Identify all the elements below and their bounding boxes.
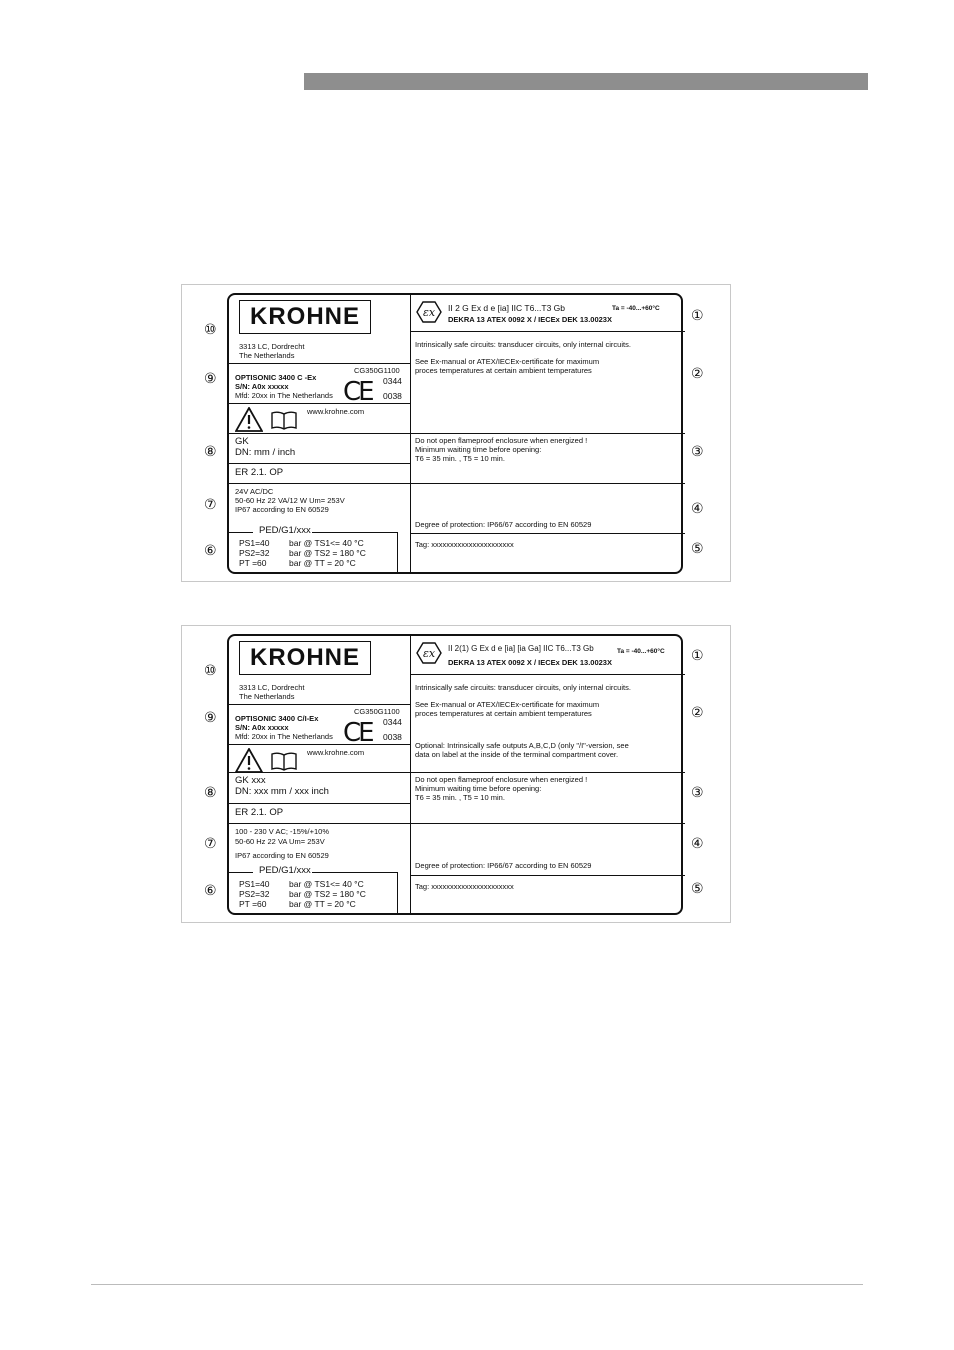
callout-9: ⑨ <box>204 371 217 387</box>
callout-6: ⑥ <box>204 883 217 899</box>
ps2: PS2=32 <box>239 548 270 558</box>
degree-of-protection: Degree of protection: IP66/67 according to EN 60529 <box>415 520 592 529</box>
dn-field: DN: xxx mm / xxx inch <box>235 786 329 797</box>
see-ex-line-1: See Ex-manual or ATEX/IECEx-certificate for maximum <box>415 357 600 366</box>
manual-book-icon <box>271 751 297 771</box>
callout-2: ② <box>691 366 704 382</box>
callout-5: ⑤ <box>691 881 704 897</box>
ps1: PS1=40 <box>239 879 270 889</box>
svg-text:εx: εx <box>422 647 436 660</box>
power-line-2: 50-60 Hz 22 VA/12 W Um= 253V <box>235 496 345 505</box>
callout-5: ⑤ <box>691 541 704 557</box>
ex-hexagon-icon <box>416 301 442 323</box>
intrinsic-safety-text: Intrinsically safe circuits: transducer circuits, only internal circuits. <box>415 683 631 692</box>
callout-4: ④ <box>691 836 704 852</box>
ce-number-2: 0038 <box>383 391 402 401</box>
serial-number: S/N: A0x xxxxx <box>235 382 289 391</box>
ambient-temperature: Ta = -40...+60°C <box>617 648 665 655</box>
degree-of-protection: Degree of protection: IP66/67 according to EN 60529 <box>415 861 592 870</box>
nameplate-figure-2 <box>181 625 731 923</box>
do-not-open-line-2: Minimum waiting time before opening: <box>415 445 542 454</box>
do-not-open-line-2: Minimum waiting time before opening: <box>415 784 542 793</box>
see-ex-line-2: proces temperatures at certain ambient temperatures <box>415 366 592 375</box>
do-not-open-line-3: T6 = 35 min. , T5 = 10 min. <box>415 454 505 463</box>
intrinsic-safety-text: Intrinsically safe circuits: transducer circuits, only internal circuits. <box>415 340 631 349</box>
dekra-certificate: DEKRA 13 ATEX 0092 X / IECEx DEK 13.0023X <box>448 315 612 324</box>
power-line-3: IP67 according to EN 60529 <box>235 851 329 860</box>
nameplate-figure-1 <box>181 284 731 582</box>
bar-ts1: bar @ TS1<= 40 °C <box>289 538 364 548</box>
gk-field: GK xxx <box>235 775 266 786</box>
cg-number: CG350G1100 <box>354 366 400 375</box>
ex-marking: II 2(1) G Ex d e [ia] [ia Ga] IIC T6...T3 Gb <box>448 644 594 653</box>
header-bar <box>304 73 868 90</box>
dn-field: DN: mm / inch <box>235 447 296 458</box>
krohne-logo: KROHNE <box>239 641 371 675</box>
optional-line-1: Optional: Intrinsically safe outputs A,B,C,D (only "/I"-version, see <box>415 741 629 750</box>
power-line-1: 100 - 230 V AC; -15%/+10% <box>235 827 330 836</box>
callout-4: ④ <box>691 501 704 517</box>
cg-number: CG350G1100 <box>354 707 400 716</box>
pt: PT =60 <box>239 558 267 568</box>
power-line-2: 50-60 Hz 22 VA Um= 253V <box>235 837 325 846</box>
ps2: PS2=32 <box>239 889 270 899</box>
see-ex-line-1: See Ex-manual or ATEX/IECEx-certificate for maximum <box>415 700 600 709</box>
er-field: ER 2.1. OP <box>235 807 284 818</box>
manufacture-date: Mfd: 20xx in The Netherlands <box>235 391 333 400</box>
website: www.krohne.com <box>307 407 365 416</box>
model-name: OPTISONIC 3400 C/I-Ex <box>235 714 319 723</box>
nameplate-label <box>227 293 683 574</box>
footer-rule <box>91 1284 863 1285</box>
ex-marking: II 2 G Ex d e [ia] IIC T6...T3 Gb <box>448 303 565 313</box>
address-line-1: 3313 LC, Dordrecht <box>239 342 305 351</box>
bar-ts2: bar @ TS2 = 180 °C <box>289 889 366 899</box>
callout-2: ② <box>691 705 704 721</box>
manual-book-icon <box>271 410 297 430</box>
tag-field: Tag: xxxxxxxxxxxxxxxxxxxxxx <box>415 882 514 891</box>
callout-8: ⑧ <box>204 785 217 801</box>
warning-icon <box>235 407 263 432</box>
do-not-open-line-1: Do not open flameproof enclosure when energized ! <box>415 775 588 784</box>
address-line-2: The Netherlands <box>239 351 295 360</box>
callout-7: ⑦ <box>204 497 217 513</box>
callout-3: ③ <box>691 444 704 460</box>
callout-1: ① <box>691 308 704 324</box>
ped-number: PED/G1/xxx <box>259 865 311 876</box>
power-line-1: 24V AC/DC <box>235 487 274 496</box>
do-not-open-line-1: Do not open flameproof enclosure when energized ! <box>415 436 588 445</box>
bar-ts1: bar @ TS1<= 40 °C <box>289 879 364 889</box>
serial-number: S/N: A0x xxxxx <box>235 723 289 732</box>
bar-tt: bar @ TT = 20 °C <box>289 558 356 568</box>
warning-icon <box>235 748 263 773</box>
callout-10: ⑩ <box>204 322 217 338</box>
pt: PT =60 <box>239 899 267 909</box>
do-not-open-line-3: T6 = 35 min. , T5 = 10 min. <box>415 793 505 802</box>
callout-9: ⑨ <box>204 710 217 726</box>
ce-number-2: 0038 <box>383 732 402 742</box>
svg-text:εx: εx <box>422 306 436 319</box>
column-divider <box>410 636 411 913</box>
ce-number-1: 0344 <box>383 376 402 386</box>
ce-mark-icon: CE <box>343 377 372 407</box>
nameplate-label <box>227 634 683 915</box>
website: www.krohne.com <box>307 748 365 757</box>
ps1: PS1=40 <box>239 538 270 548</box>
optional-line-2: data on label at the inside of the terminal compartment cover. <box>415 750 619 759</box>
ped-number: PED/G1/xxx <box>259 525 311 536</box>
er-field: ER 2.1. OP <box>235 467 284 478</box>
callout-10: ⑩ <box>204 663 217 679</box>
see-ex-line-2: proces temperatures at certain ambient temperatures <box>415 709 592 718</box>
bar-tt: bar @ TT = 20 °C <box>289 899 356 909</box>
address-line-1: 3313 LC, Dordrecht <box>239 683 305 692</box>
callout-1: ① <box>691 648 704 664</box>
bar-ts2: bar @ TS2 = 180 °C <box>289 548 366 558</box>
dekra-certificate: DEKRA 13 ATEX 0092 X / IECEx DEK 13.0023X <box>448 658 612 667</box>
callout-7: ⑦ <box>204 836 217 852</box>
power-line-3: IP67 according to EN 60529 <box>235 505 329 514</box>
model-name: OPTISONIC 3400 C -Ex <box>235 373 317 382</box>
callout-8: ⑧ <box>204 444 217 460</box>
ambient-temperature: Ta = -40...+60°C <box>612 305 660 312</box>
tag-field: Tag: xxxxxxxxxxxxxxxxxxxxxx <box>415 540 514 549</box>
ex-hexagon-icon <box>416 642 442 664</box>
ce-mark-icon: CE <box>343 718 372 748</box>
manufacture-date: Mfd: 20xx in The Netherlands <box>235 732 333 741</box>
address-line-2: The Netherlands <box>239 692 295 701</box>
gk-field: GK <box>235 436 249 447</box>
callout-6: ⑥ <box>204 543 217 559</box>
ce-number-1: 0344 <box>383 717 402 727</box>
callout-3: ③ <box>691 785 704 801</box>
krohne-logo: KROHNE <box>239 300 371 334</box>
